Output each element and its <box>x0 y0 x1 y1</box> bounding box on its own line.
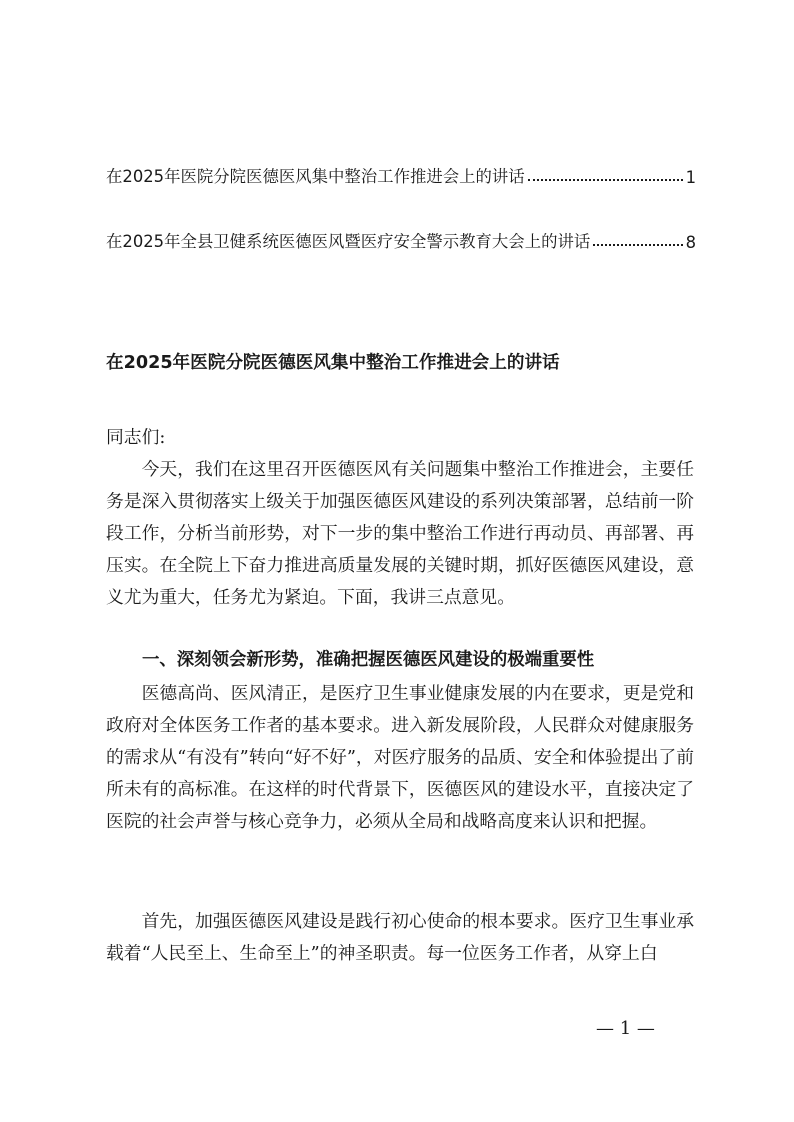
toc-dot-leader <box>593 244 682 246</box>
toc-entry[interactable] <box>106 157 696 187</box>
body-paragraph: 首先，加强医德医风建设是践行初心使命的根本要求。医疗卫生事业承载着“人民至上、生命至上”的神圣职责。每一位医务工作者，从穿上白 <box>106 911 694 964</box>
toc-entry[interactable] <box>106 222 696 252</box>
section-heading: 一、深刻领会新形势，准确把握医德医风建设的极端重要性 <box>142 650 595 670</box>
toc-entry-page: 8 <box>685 233 696 252</box>
body-paragraph: 今天，我们在这里召开医德医风有关问题集中整治工作推进会，主要任务是深入贯彻落实上级关于加强医德医风建设的系列决策部署，总结前一阶段工作，分析当前形势，对下一步的集中整治工作进行再动员、再部署、再压实。在全院上下奋力推进高质量发展的关键时期，抓好医德医风建设，意义尤为重大，任务尤为紧迫。下面，我讲三点意见。 <box>106 459 694 608</box>
toc-entry-title: 在2025年全县卫健系统医德医风暨医疗安全警示教育大会上的讲话 <box>106 232 591 251</box>
body-section-one <box>106 678 694 838</box>
body-section-intro <box>106 454 694 614</box>
toc-entry-title: 在2025年医院分院医德医风集中整治工作推进会上的讲话 <box>106 167 525 186</box>
page-number: — 1 — <box>596 1018 655 1039</box>
body-section-first-point <box>106 906 694 970</box>
salutation: 同志们: <box>106 427 166 448</box>
toc-entry-page: 1 <box>685 168 696 187</box>
toc-dot-leader <box>528 179 683 181</box>
document-title: 在2025年医院分院医德医风集中整治工作推进会上的讲话 <box>106 353 560 373</box>
body-paragraph: 医德高尚、医风清正，是医疗卫生事业健康发展的内在要求，更是党和政府对全体医务工作者的基本要求。进入新发展阶段，人民群众对健康服务的需求从“有没有”转向“好不好”，对医疗服务的品质、安全和体验提出了前所未有的高标准。在这样的时代背景下，医德医风的建设水平，直接决定了医院的社会声誉与核心竞争力，必须从全局和战略高度来认识和把握。 <box>106 683 694 832</box>
